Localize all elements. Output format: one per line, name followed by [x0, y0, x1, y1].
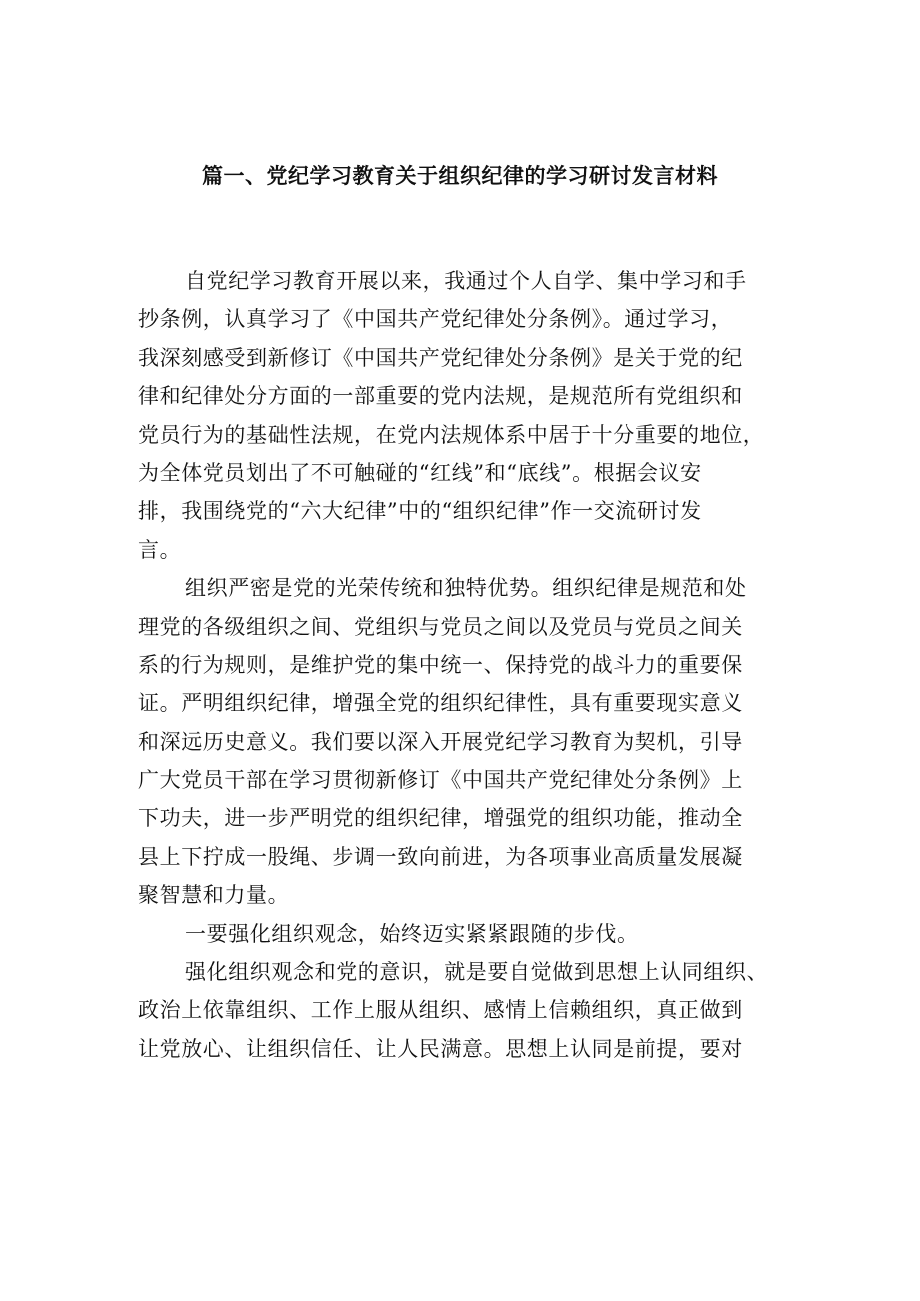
text-line: 言。: [138, 537, 182, 562]
text-line: 县上下拧成一股绳、步调一致向前进，为各项事业高质量发展凝: [138, 844, 743, 869]
text-line: 自党纪学习教育开展以来，我通过个人自学、集中学习和手: [185, 269, 747, 293]
text-line: 聚智慧和力量。: [138, 883, 290, 908]
text-line: 证。严明组织纪律，增强全党的组织纪律性，具有重要现实意义: [138, 691, 743, 716]
text-line: 和深远历史意义。我们要以深入开展党纪学习教育为契机，引导: [138, 729, 743, 754]
text-line: 党员行为的基础性法规，在党内法规体系中居于十分重要的地位，: [138, 422, 765, 447]
text-line: 抄条例，认真学习了《中国共产党纪律处分条例》。通过学习，: [138, 307, 733, 332]
paragraph-2: [138, 569, 788, 915]
text-line: 让党放心、让组织信任、让人民满意。思想上认同是前提，要对: [138, 1036, 743, 1061]
text-line: 政治上依靠组织、工作上服从组织、感情上信赖组织，真正做到: [138, 998, 743, 1023]
text-line: 组织严密是党的光荣传统和独特优势。组织纪律是规范和处: [185, 576, 747, 601]
document-body: [138, 262, 788, 1068]
text-line: 强化组织观念和党的意识，就是要自觉做到思想上认同组织、: [185, 960, 769, 985]
section-heading-paragraph: [138, 915, 788, 953]
text-line: 系的行为规则，是维护党的集中统一、保持党的战斗力的重要保: [138, 652, 743, 677]
text-line: 一要强化组织观念，始终迈实紧紧跟随的步伐。: [185, 921, 639, 946]
text-line: 理党的各级组织之间、党组织与党员之间以及党员与党员之间关: [138, 614, 743, 639]
paragraph-4: [138, 953, 788, 1068]
text-line: 下功夫，进一步严明党的组织纪律，增强党的组织功能，推动全: [138, 806, 743, 831]
text-line: 排，我围绕党的“六大纪律”中的“组织纪律”作一交流研讨发: [138, 499, 702, 524]
text-line: 为全体党员划出了不可触碰的“红线”和“底线”。根据会议安: [138, 460, 702, 485]
document-title: 篇一、党纪学习教育关于组织纪律的学习研讨发言材料: [202, 164, 718, 188]
text-line: 律和纪律处分方面的一部重要的党内法规，是规范所有党组织和: [138, 384, 743, 409]
text-line: 广大党员干部在学习贯彻新修订《中国共产党纪律处分条例》上: [138, 768, 743, 793]
paragraph-1: [138, 262, 788, 569]
text-line: 我深刻感受到新修订《中国共产党纪律处分条例》是关于党的纪: [138, 345, 743, 370]
